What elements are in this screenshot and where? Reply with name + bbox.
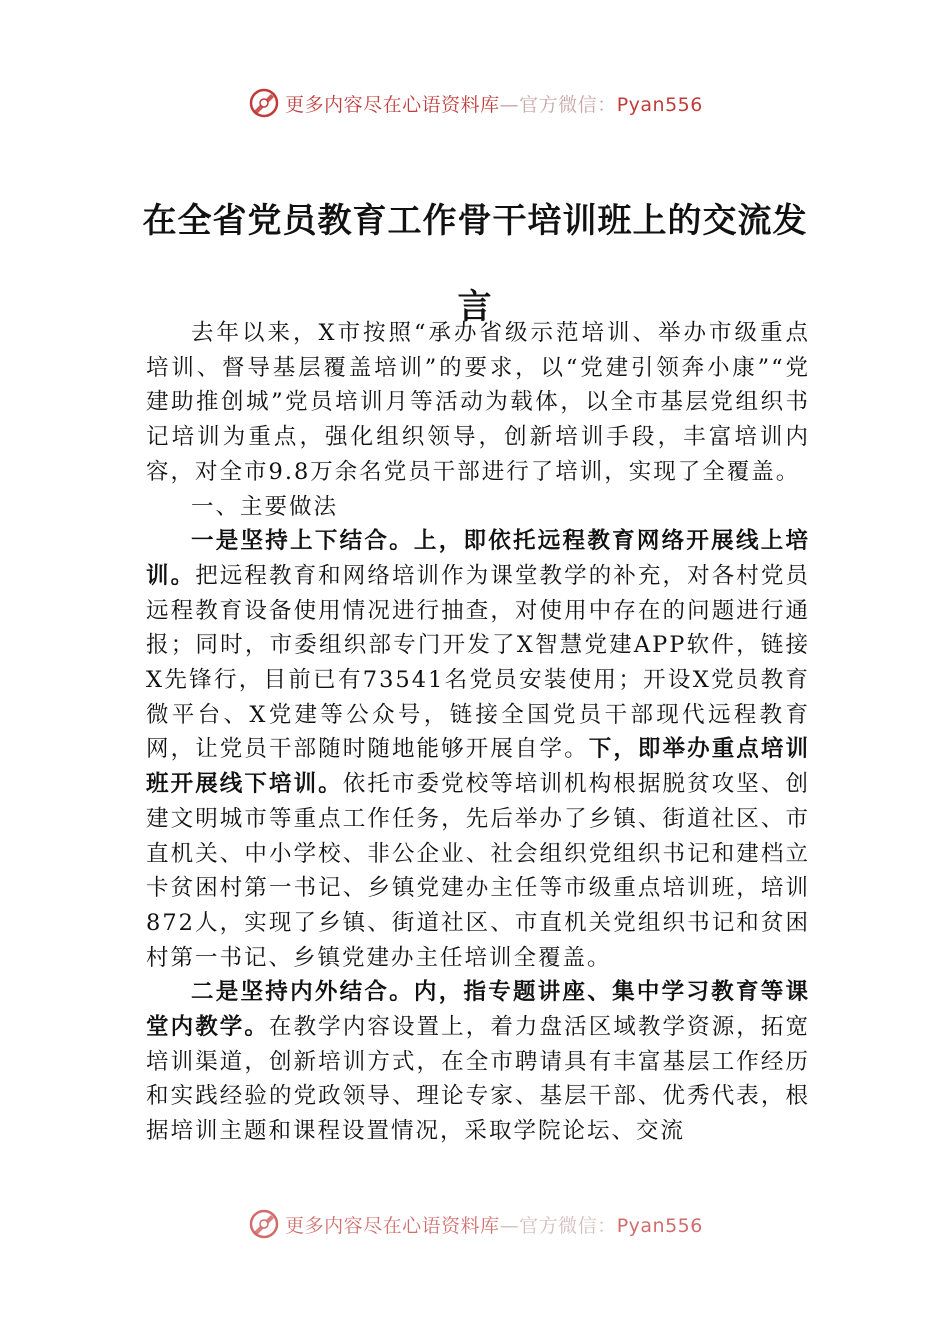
body-text: 去年以来，X市按照“承办省级示范培训、举办市级重点培训、督导基层覆盖培训”的要求，以“党建引领奔小康”“党建助推创城”党员培训月等活动为载体，以全市基层党组织书记培训为重点，强化组织领导，创新培训手段，丰富培训内容，对全市9.8万余名党员干部进行了培训，实现了全覆盖。	[146, 320, 810, 485]
paragraph	[146, 490, 810, 525]
pen-circle-logo-icon	[247, 86, 281, 120]
body-text: 在教学内容设置上，着力盘活区域教学资源，拓宽培训渠道，创新培训方式，在全市聘请具有丰富基层工作经历和实践经验的党政领导、理论专家、基层干部、优秀代表，根据培训主题和课程设置情况，采取学院论坛、交流	[146, 1014, 810, 1145]
watermark-footer	[0, 1204, 950, 1244]
watermark-text: 更多内容尽在心语资料库—官方微信：Pyan556	[285, 93, 703, 116]
watermark-header	[0, 83, 950, 123]
paragraph	[146, 975, 810, 1149]
bold-lead-text: 下，即举办重点培训班开展线下培训。	[146, 736, 810, 798]
body-text: 依托市委党校等培训机构根据脱贫攻坚、创建文明城市等重点工作任务，先后举办了乡镇、街道社区、市直机关、中小学校、非公企业、社会组织党组织书记和建档立卡贫困村第一书记、乡镇党建办主任等市级重点培训班，培训872人，实现了乡镇、街道社区、市直机关党组织书记和贫困村第一书记、乡镇党建办主任培训全覆盖。	[146, 771, 810, 971]
watermark-text: 更多内容尽在心语资料库—官方微信：Pyan556	[285, 1214, 703, 1237]
pen-circle-logo-icon	[247, 1207, 281, 1241]
body-text: 一、主要做法	[191, 493, 339, 520]
paragraph	[146, 316, 810, 490]
bold-lead-text: 一是坚持上下结合。上，即依托远程教育网络开展线上培训。	[146, 528, 810, 589]
body-text: 把远程教育和网络培训作为课堂教学的补充，对各村党员远程教育设备使用情况进行抽查，对使用中存在的问题进行通报；同时，市委组织部专门开发了X智慧党建APP软件，链接X先锋行，目前已有73541名党员安装使用；开设X党员教育微平台、X党建等公众号，链接全国党员干部现代远程教育网，让党员干部随时随地能够开展自学。	[146, 562, 810, 763]
paragraph	[146, 524, 810, 975]
document-title: 在全省党员教育工作骨干培训班上的交流发言	[142, 201, 808, 327]
bold-lead-text: 二是坚持内外结合。内，指专题讲座、集中学习教育等课堂内教学。	[146, 979, 810, 1041]
document-body	[146, 316, 810, 1149]
